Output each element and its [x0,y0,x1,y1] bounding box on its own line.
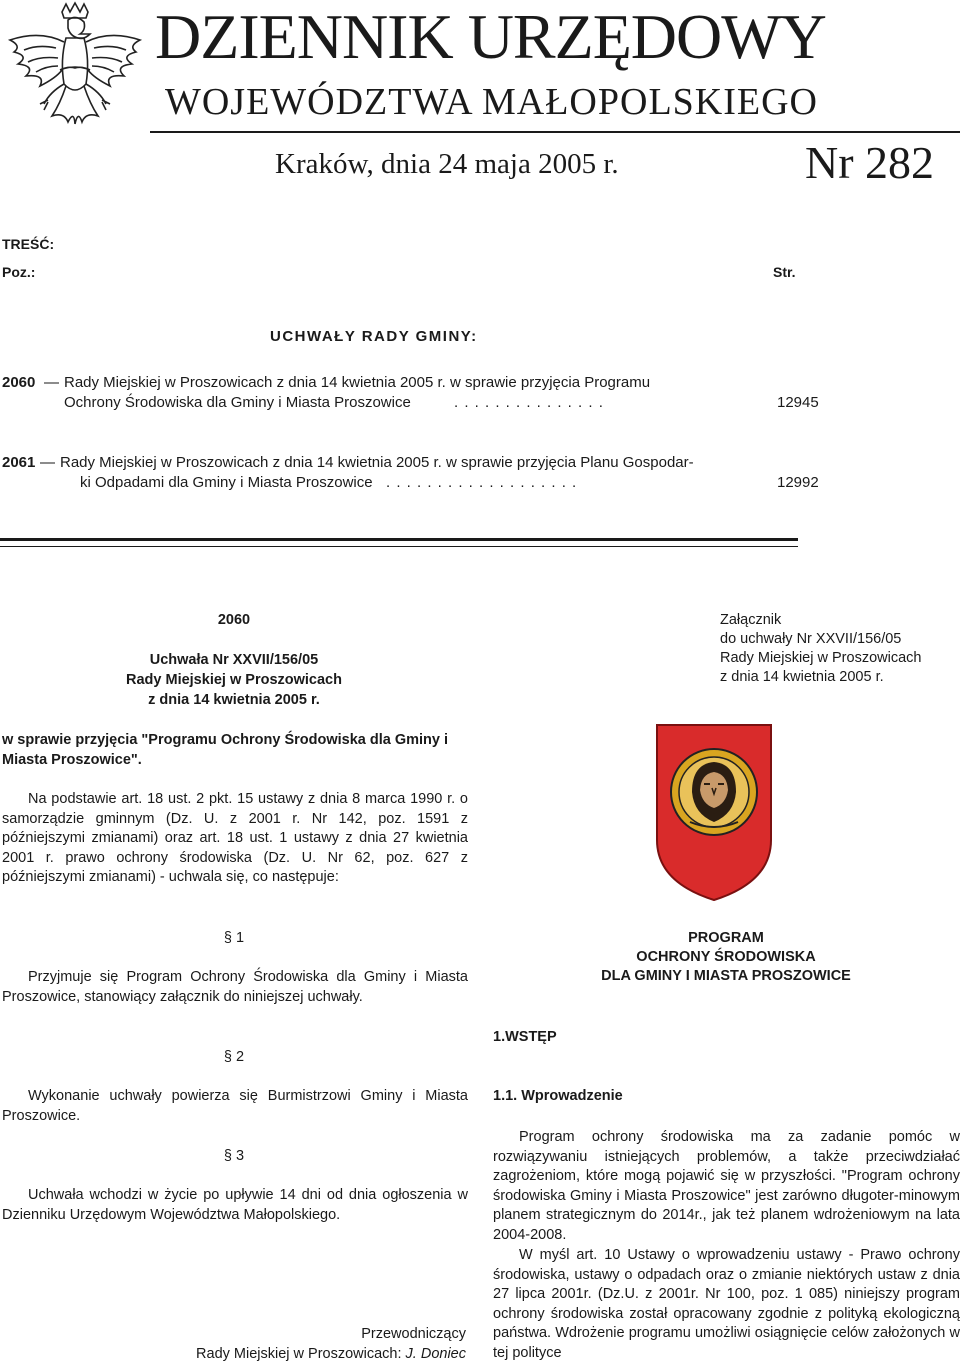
toc-entry-title-line1: Rady Miejskiej w Proszowicach z dnia 14 kwietnia 2005 r. w sprawie przyjęcia Programu [64,374,651,391]
signature-line [196,1345,466,1365]
program-title-line3: DLA GMINY I MIASTA PROSZOWICE [601,968,851,984]
resolution-preamble: Na podstawie art. 18 ust. 2 pkt. 15 ustawy z dnia 8 marca 1990 r. o samorządzie gminnym (Dz. U. z 2001 r. Nr 142, poz. 1591 z późniejszymi zmianami) oraz art. 18 ust. 1 ustawy z dnia 27 kwietnia 2001 r. prawo ochrony środowiska (Dz. U. Nr 62, poz. 627 z późniejszymi zmianami) - uchwala się, co następuje: [2,791,468,885]
subsection-heading: 1.1. Wprowadzenie [493,1088,623,1104]
coat-of-arms [654,722,774,902]
paragraph-text: Uchwała wchodzi w życie po upływie 14 dni od dnia ogłoszenia w Dzienniku Urzędowym Województwa Małopolskiego. [2,1187,468,1223]
toc-heading: TREŚĆ: [2,236,55,252]
signature-name: J. Doniec [405,1346,466,1362]
resolution-subject: w sprawie przyjęcia "Programu Ochrony Środowiska dla Gminy i Miasta Proszowice". [2,732,449,768]
toc-entry [2,373,819,417]
toc-entry-page: 12945 [777,394,819,411]
resolution-council: Rady Miejskiej w Proszowicach [126,672,342,688]
annex-label: Załącznik [720,612,782,628]
paragraph-label: § 1 [223,930,245,946]
journal-subtitle: WOJEWÓDZTWA MAŁOPOLSKIEGO [165,81,818,123]
paragraph-text: Wykonanie uchwały powierza się Burmistrzowi Gminy i Miasta Proszowice. [2,1088,468,1124]
toc-entry-number: 2060 [2,374,36,391]
header-divider [150,131,960,133]
introduction-paragraph: Program ochrony środowiska ma za zadanie pomóc w rozwiązywaniu istniejących problemów, a także przeciwdziałać zagrożeniom, które mogą pojawić się w przyszłości. "Program ochrony środowiska Gminy i Miasta Proszowice" jest zarówno długoter-minowym planem strategicznym do 2014r., jak też planem wdrożeniowym na lata 2004-2008. [493,1129,960,1243]
toc-entry-page: 12992 [777,474,819,491]
toc-entry-leader-dots: . . . . . . . . . . . . . . . [454,394,604,411]
toc-entry-leader-dots: . . . . . . . . . . . . . . . . . . . [386,474,578,491]
toc-entry-title-line2: Ochrony Środowiska dla Gminy i Miasta Proszowice [64,394,411,411]
toc-entry-dash: — [44,374,59,391]
toc-entry-number: 2061 [2,454,36,471]
toc-entry-title-line1: Rady Miejskiej w Proszowicach z dnia 14 kwietnia 2005 r. w sprawie przyjęcia Planu Gospodar- [60,454,694,471]
annex-reference: do uchwały Nr XXVII/156/05 [720,631,902,647]
toc-column-position: Poz.: [2,264,36,280]
section-heading: 1.WSTĘP [493,1029,557,1045]
paragraph-label: § 3 [223,1148,245,1164]
resolution-number: 2060 [217,612,251,628]
resolution-date: z dnia 14 kwietnia 2005 r. [148,692,320,708]
paragraph-label: § 2 [223,1049,245,1065]
paragraph-text: Przyjmuje się Program Ochrony Środowiska dla Gminy i Miasta Proszowice, stanowiący załącznik do niniejszej uchwały. [2,969,468,1005]
toc-section-title: UCHWAŁY RADY GMINY: [270,328,478,345]
issue-number: Nr 282 [805,137,935,188]
signature-body: Rady Miejskiej w Proszowicach: [196,1346,402,1362]
toc-divider-bottom [0,546,798,547]
annex-date: z dnia 14 kwietnia 2005 r. [720,669,884,685]
toc-entry-dash: — [40,454,55,471]
annex-council: Rady Miejskiej w Proszowicach [720,650,922,666]
toc-column-page: Str. [773,264,796,280]
toc-entry [2,453,819,497]
introduction-paragraph: W myśl art. 10 Ustawy o wprowadzeniu ustawy - Prawo ochrony środowiska, ustawy o odpadach oraz o zmianie niektórych ustaw z dnia 27 lipca 2001r. (Dz.U. z 2001r. Nr 100, poz. 1 085) niniejszy program ochrony środowiska został opracowany zgodnie z polityką ekologiczną państwa. Wdrożenie programu umożliwi osiągnięcie celów założonych w tej polityce [493,1247,960,1361]
signature-title: Przewodniczący [361,1326,466,1342]
program-title-line2: OCHRONY ŚRODOWISKA [636,949,816,965]
issue-date: Kraków, dnia 24 maja 2005 r. [275,148,619,180]
toc-divider-top [0,538,798,541]
eagle-emblem [0,0,150,150]
toc-entry-title-line2: ki Odpadami dla Gminy i Miasta Proszowice [80,474,373,491]
program-title-line1: PROGRAM [688,930,764,946]
resolution-name: Uchwała Nr XXVII/156/05 [149,652,319,668]
journal-title: DZIENNIK URZĘDOWY [155,1,826,72]
